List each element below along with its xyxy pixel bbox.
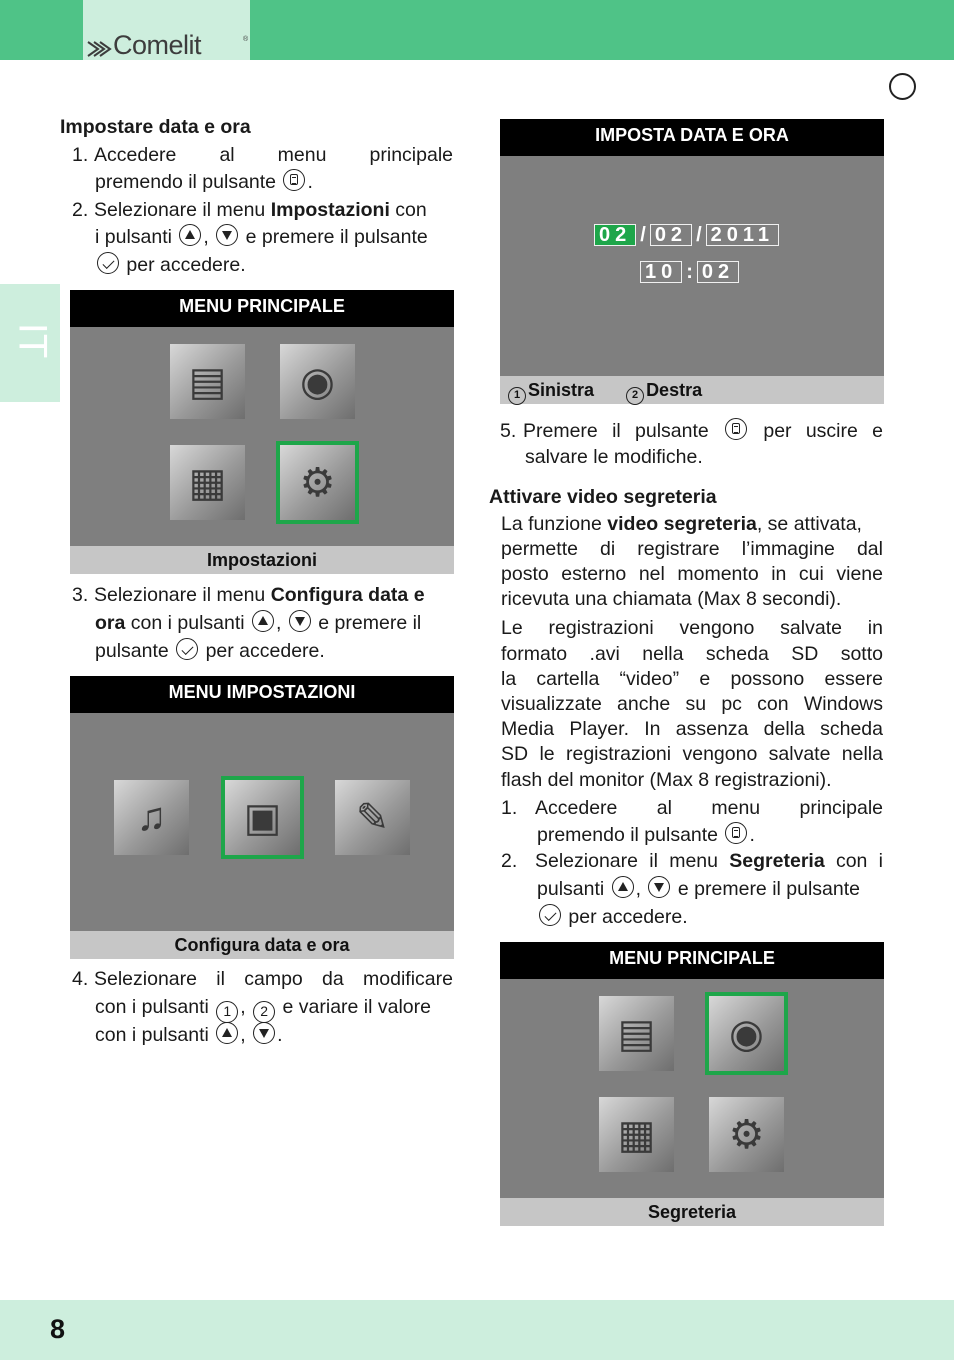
- impostazioni-tile: [280, 445, 355, 520]
- brand-name: Comelit: [113, 30, 202, 60]
- down-arrow-icon: [216, 224, 238, 246]
- para2-line1: Le registrazioni vengono salvate in: [501, 617, 883, 639]
- para1-line1: La funzione video segreteria, se attivata,: [501, 513, 862, 535]
- r-step-1-num: 1.: [501, 797, 518, 819]
- section-title-segreteria: Attivare video segreteria: [489, 486, 717, 508]
- up-arrow-icon: [252, 610, 274, 632]
- film-icon: ▦: [617, 1112, 656, 1157]
- para2-line4: visualizzate anche su pc con Windows: [501, 693, 883, 715]
- segreteria-tile: [709, 996, 784, 1071]
- day-field[interactable]: 02: [594, 224, 636, 246]
- rubrica-tile: [599, 996, 674, 1071]
- eye-icon: ◉: [300, 359, 335, 404]
- step-3-num: 3.: [72, 584, 89, 606]
- down-arrow-icon: [253, 1022, 275, 1044]
- step-2-line2: i pulsanti , e premere il pulsante: [95, 226, 428, 248]
- step-5-line2: salvare le modifiche.: [525, 446, 703, 468]
- screen-header: MENU IMPOSTAZIONI: [70, 676, 454, 713]
- screen-footer: Segreteria: [500, 1198, 884, 1226]
- button-1-icon: 1: [216, 1001, 238, 1023]
- menu-button-icon: [725, 418, 747, 440]
- bottom-bar: [0, 1300, 954, 1360]
- language-tab: IT: [0, 284, 60, 402]
- button-1-icon: 1: [508, 387, 526, 405]
- address-book-icon: ▤: [617, 1011, 656, 1056]
- down-arrow-icon: [648, 876, 670, 898]
- screen-menu-principale: [70, 290, 454, 574]
- step-2-line3: per accedere.: [95, 252, 246, 279]
- step-4-text: Selezionare il campo da modificare: [94, 968, 453, 990]
- time-row: 10 : 02: [640, 261, 739, 284]
- ok-button-icon: [97, 252, 119, 274]
- step-4-line3: con i pulsanti , .: [95, 1024, 283, 1046]
- down-arrow-icon: [289, 610, 311, 632]
- year-field[interactable]: 2011: [706, 224, 779, 246]
- register-circle-icon: [889, 73, 916, 100]
- strumenti-tile: [335, 780, 410, 855]
- r-step-1-line2: premendo il pulsante .: [537, 824, 755, 846]
- date-row: 02 / 02 / 2011: [594, 224, 779, 247]
- section-title-date: Impostare data e ora: [60, 116, 251, 138]
- address-book-icon: ▤: [188, 359, 227, 404]
- step-5-text: Premere il pulsante per uscire e: [523, 420, 883, 442]
- button-2-icon: 2: [626, 387, 644, 405]
- month-field[interactable]: 02: [650, 224, 692, 246]
- film-icon: ▦: [188, 460, 227, 505]
- gear-icon: ⚙: [299, 460, 336, 505]
- step-1-line2: premendo il pulsante .: [95, 171, 313, 193]
- screen-footer: 1 Sinistra 2 Destra: [500, 376, 884, 404]
- menu-button-icon: [725, 822, 747, 844]
- data-ora-tile: [225, 780, 300, 855]
- video-tile: [170, 445, 245, 520]
- up-arrow-icon: [216, 1022, 238, 1044]
- step-5-num: 5.: [500, 420, 517, 442]
- para2-line5: Media Player. In assenza della scheda: [501, 718, 883, 740]
- screen-footer: Impostazioni: [70, 546, 454, 574]
- brand-logo: [83, 0, 250, 60]
- comelit-mark-icon: [86, 38, 114, 60]
- tools-icon: ✎: [355, 795, 390, 840]
- r-step-2-line2: pulsanti , e premere il pulsante: [537, 878, 861, 900]
- r-step-1-text: Accedere al menu principale: [535, 797, 883, 819]
- suonerie-tile: [114, 780, 189, 855]
- step-4-line2: con i pulsanti 1 , 2 e variare il valore: [95, 994, 453, 1023]
- segreteria-tile: [280, 344, 355, 419]
- r-step-2-line3: per accedere.: [537, 904, 688, 931]
- para1-line2: permette di registrare l’immagine dal: [501, 538, 883, 560]
- step-4-num: 4.: [72, 968, 89, 990]
- minute-field[interactable]: 02: [697, 261, 739, 283]
- hour-field[interactable]: 10: [640, 261, 682, 283]
- para1-line4: ricevuta una chiamata (Max 8 secondi).: [501, 588, 842, 610]
- button-2-icon: 2: [253, 1001, 275, 1023]
- music-note-icon: ♫: [136, 795, 167, 839]
- screen-menu-principale-2: [500, 942, 884, 1226]
- para2-line3: la cartella “video” e possono essere: [501, 668, 883, 690]
- r-step-2-text: Selezionare il menu Segreteria con i: [535, 850, 884, 872]
- step-1-num: 1.: [72, 144, 89, 166]
- para2-line6: SD le registrazioni vengono salvate nella: [501, 743, 883, 765]
- up-arrow-icon: [179, 224, 201, 246]
- screen-header: IMPOSTA DATA E ORA: [500, 119, 884, 156]
- para2-line7: flash del monitor (Max 8 registrazioni).: [501, 769, 832, 791]
- page-number: 8: [50, 1314, 66, 1344]
- step-2-text: Selezionare il menu Impostazioni con: [94, 199, 427, 221]
- screen-imposta-data-ora: [500, 119, 884, 404]
- r-step-2-num: 2.: [501, 850, 518, 872]
- step-2-num: 2.: [72, 199, 89, 221]
- brand-reg: ®: [243, 36, 249, 43]
- step-3-line3: pulsante per accedere.: [95, 640, 325, 662]
- para2-line2: formato .avi nella scheda SD sotto: [501, 643, 883, 665]
- eye-icon: ◉: [729, 1011, 764, 1056]
- screen-header: MENU PRINCIPALE: [70, 290, 454, 327]
- calendar-icon: ▣: [243, 795, 282, 840]
- ok-button-icon: [176, 638, 198, 660]
- screen-menu-impostazioni: [70, 676, 454, 959]
- up-arrow-icon: [612, 876, 634, 898]
- gear-icon: ⚙: [728, 1112, 765, 1157]
- screen-header: MENU PRINCIPALE: [500, 942, 884, 979]
- step-1-text: Accedere al menu principale: [94, 144, 453, 166]
- screen-footer: Configura data e ora: [70, 931, 454, 959]
- rubrica-tile: [170, 344, 245, 419]
- menu-button-icon: [283, 169, 305, 191]
- para1-line3: posto esterno nel momento in cui viene: [501, 563, 883, 585]
- impostazioni-tile: [709, 1097, 784, 1172]
- ok-button-icon: [539, 904, 561, 926]
- step-3-text: Selezionare il menu Configura data e: [94, 584, 425, 606]
- video-tile: [599, 1097, 674, 1172]
- step-3-line2: ora con i pulsanti , e premere il: [95, 612, 422, 634]
